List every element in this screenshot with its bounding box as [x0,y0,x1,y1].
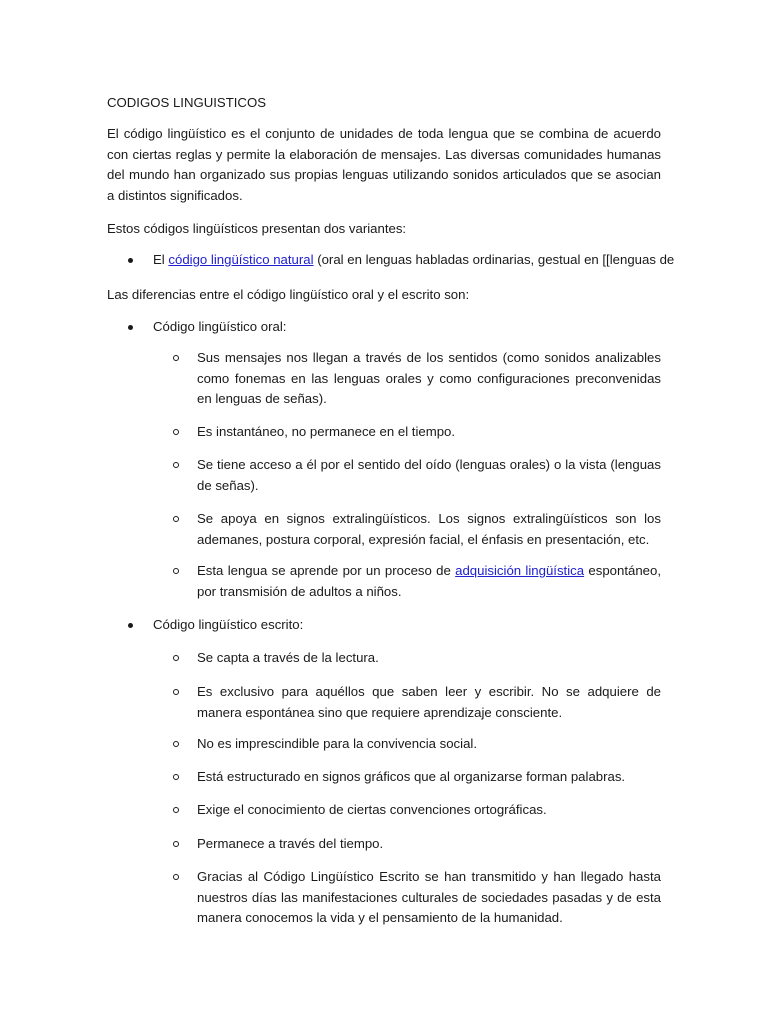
document-title: CODIGOS LINGUISTICOS [107,95,267,110]
list-item-text: Se capta a través de la lectura. [197,650,379,665]
item-suffix: espontáneo, por transmisión de adultos a niños. [197,563,661,599]
variants-intro: Estos códigos lingüísticos presentan dos variantes: [107,221,407,236]
list-item-text [197,561,661,602]
intro-paragraph: El código lingüístico es el conjunto de unidades de toda lengua que se combina de acuerdo con ciertas reglas y permite la elaboración de mensajes. Las diversas comunidades humanas del mundo han organizado sus propias lenguas utilizando sonidos articulados que se asocian a distintos significados. [107,126,661,203]
list-item-text: Exige el conocimiento de ciertas convenciones ortográficas. [197,802,547,817]
list-item-text: No es imprescindible para la convivencia social. [197,736,478,751]
acquisition-link[interactable]: adquisición lingüística [455,563,585,578]
natural-code-link[interactable]: código lingüístico natural [168,252,314,267]
list-item-text: Se tiene acceso a él por el sentido del oído (lenguas orales) o la vista (lenguas de señas). [197,457,661,493]
list-item-text: Está estructurado en signos gráficos que al organizarse forman palabras. [197,769,626,784]
bullet-icon [128,258,133,263]
circle-bullet-icon [173,774,179,780]
variant-suffix: (oral en lenguas habladas ordinarias, gestual en [[lenguas de [313,252,675,267]
differences-intro: Las diferencias entre el código lingüístico oral y el escrito son: [107,287,470,302]
circle-bullet-icon [173,874,179,880]
circle-bullet-icon [173,568,179,574]
bullet-icon [128,325,133,330]
circle-bullet-icon [173,462,179,468]
circle-bullet-icon [173,689,179,695]
list-item-text: Se apoya en signos extralingüísticos. Los signos extralingüísticos son los ademanes, postura corporal, expresión facial, el énfasis en presentación, etc. [197,511,661,547]
circle-bullet-icon [173,355,179,361]
circle-bullet-icon [173,429,179,435]
circle-bullet-icon [173,741,179,747]
circle-bullet-icon [173,841,179,847]
list-item-text: Gracias al Código Lingüístico Escrito se han transmitido y han llegado hasta nuestros días las manifestaciones culturales de sociedades pasadas y de esta manera conocemos la vida y el pensamiento de la humanidad. [197,869,661,925]
circle-bullet-icon [173,516,179,522]
list-item-text: Es instantáneo, no permanece en el tiempo. [197,424,456,439]
oral-heading: Código lingüístico oral: [153,319,287,334]
list-item-text: Sus mensajes nos llegan a través de los sentidos (como sonidos analizables como fonemas en las lenguas orales y como configuraciones preconvenidas en lenguas de señas). [197,350,661,406]
list-item-text: Permanece a través del tiempo. [197,836,384,851]
item-prefix: Esta lengua se aprende por un proceso de [197,563,456,578]
circle-bullet-icon [173,807,179,813]
written-heading: Código lingüístico escrito: [153,617,304,632]
variant-text [153,250,674,271]
variant-prefix: El [153,252,169,267]
list-item-text: Es exclusivo para aquéllos que saben leer y escribir. No se adquiere de manera espontánea sino que requiere aprendizaje consciente. [197,684,661,720]
bullet-icon [128,623,133,628]
circle-bullet-icon [173,655,179,661]
